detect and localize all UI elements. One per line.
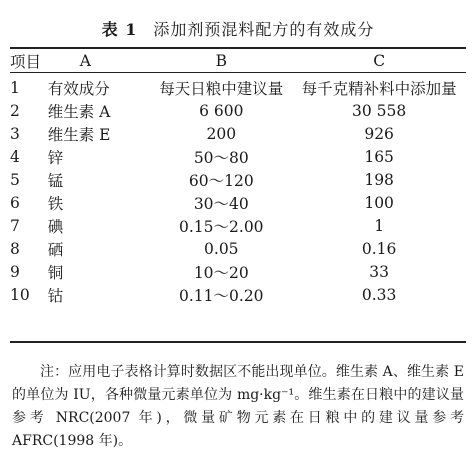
row-number: 3	[10, 124, 20, 143]
cell-daily-ration: 200	[206, 124, 237, 143]
row-number: 9	[10, 262, 20, 281]
header-row	[10, 50, 466, 72]
cell-daily-ration: 0.15～2.00	[179, 217, 264, 236]
cell-per-kg-addition: 33	[369, 262, 389, 281]
table-number: 表 1	[101, 20, 138, 39]
cell-daily-ration: 每天日粮中建议量	[159, 79, 284, 98]
row-number: 5	[10, 170, 20, 189]
formula-table	[10, 50, 466, 306]
table-row	[10, 72, 466, 99]
cell-per-kg-addition: 0.33	[361, 285, 397, 304]
table-footnote: 注：应用电子表格计算时数据区不能出现单位。维生素 A、维生素 E 的单位为 IU，各种微量元素单位为 mg·kg⁻¹。维生素在日粮中的建议量参考 NRC(2007 年)，微量矿物元素在日粮中的建议量参考 AFRC(1998 年)。	[12, 364, 464, 449]
cell-component: 钴	[47, 286, 64, 305]
top-rule	[10, 47, 466, 49]
table-row	[10, 237, 466, 260]
cell-daily-ration: 60～120	[188, 171, 254, 190]
cell-component: 锰	[47, 171, 64, 190]
table-row	[10, 283, 466, 306]
row-number: 1	[10, 78, 20, 97]
header-cell-a: A	[79, 52, 91, 70]
table-title: 添加剂预混料配方的有效成分	[153, 20, 375, 39]
header-cell-project: 项目	[10, 53, 42, 71]
table-row	[10, 260, 466, 283]
table-row	[10, 191, 466, 214]
bottom-rule	[10, 341, 466, 343]
table-row	[10, 145, 466, 168]
cell-daily-ration: 0.11～0.20	[179, 286, 264, 305]
table-caption	[0, 17, 476, 40]
cell-daily-ration: 30～40	[193, 194, 249, 213]
row-number: 4	[10, 147, 20, 166]
cell-per-kg-addition: 926	[364, 124, 394, 143]
header-cell-b: B	[215, 52, 227, 70]
row-number: 10	[10, 285, 30, 304]
header-cell-c: C	[373, 52, 386, 70]
cell-daily-ration: 10～20	[193, 263, 249, 282]
cell-daily-ration: 6 600	[199, 101, 244, 120]
cell-per-kg-addition: 每千克精补料中添加量	[301, 79, 457, 98]
cell-per-kg-addition: 100	[364, 193, 394, 212]
table-row	[10, 214, 466, 237]
cell-component: 铁	[47, 194, 64, 213]
cell-per-kg-addition: 165	[364, 147, 394, 166]
cell-per-kg-addition: 30 558	[352, 101, 407, 120]
cell-component: 锌	[47, 148, 64, 167]
cell-component: 硒	[47, 240, 64, 259]
cell-per-kg-addition: 1	[374, 216, 385, 235]
row-number: 8	[10, 239, 20, 258]
table-row	[10, 122, 466, 145]
cell-daily-ration: 0.05	[204, 239, 239, 258]
cell-component: 碘	[47, 217, 64, 236]
cell-daily-ration: 50～80	[193, 148, 249, 167]
cell-per-kg-addition: 198	[364, 170, 394, 189]
cell-component: 有效成分	[47, 79, 110, 98]
table-row	[10, 99, 466, 122]
cell-per-kg-addition: 0.16	[361, 239, 397, 258]
cell-component: 铜	[47, 263, 64, 282]
row-number: 6	[10, 193, 20, 212]
cell-component: 维生素 A	[47, 102, 111, 121]
row-number: 2	[10, 101, 20, 120]
row-number: 7	[10, 216, 20, 235]
table-row	[10, 168, 466, 191]
cell-component: 维生素 E	[47, 125, 111, 144]
